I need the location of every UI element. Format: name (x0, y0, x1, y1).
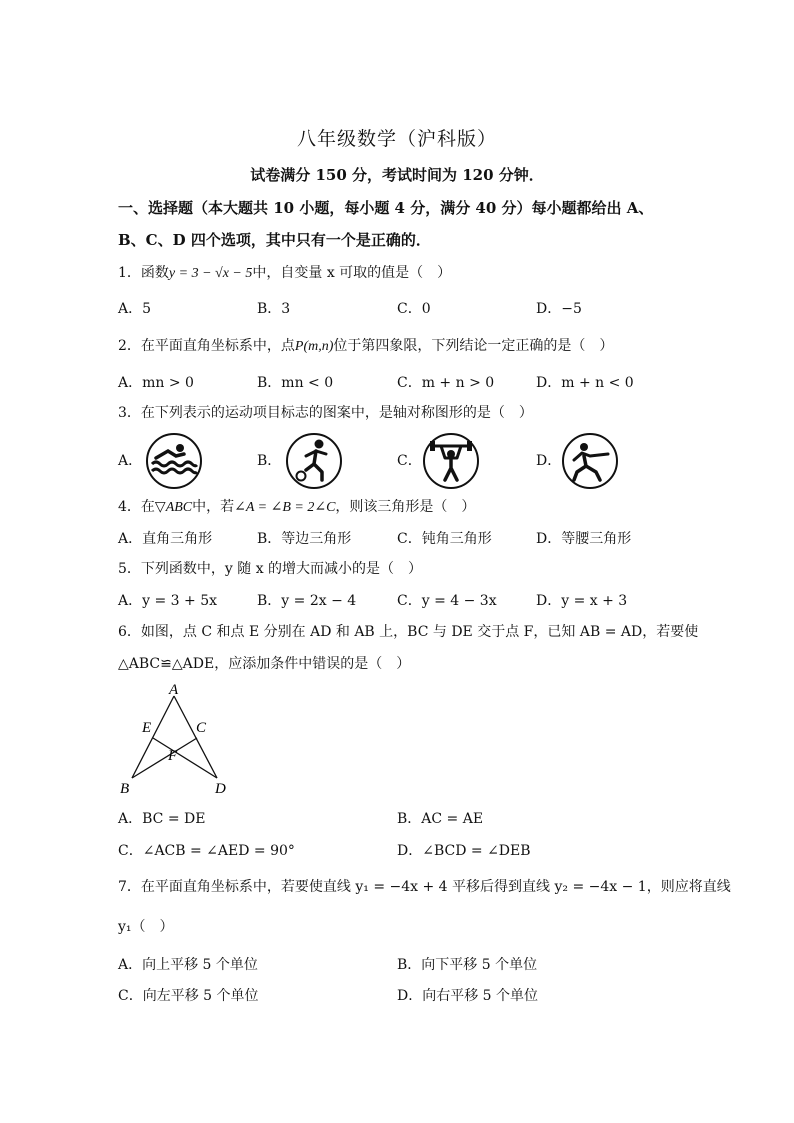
q2-option-b[interactable]: B．mn < 0 (257, 375, 334, 391)
q2-option-d[interactable]: D．m + n < 0 (536, 375, 634, 391)
question-5-stem: 5．下列函数中，y 随 x 的增大而减小的是（ ） (118, 561, 423, 577)
q7-option-b[interactable]: B．向下平移 5 个单位 (397, 957, 538, 973)
question-6-stem-line-2: △ABC≌△ADE，应添加条件中错误的是（ ） (118, 656, 411, 672)
question-4-stem-pre: 4．在 (118, 499, 155, 515)
q5-option-d[interactable]: D．y = x + 3 (536, 593, 628, 609)
q7-option-d[interactable]: D．向右平移 5 个单位 (397, 988, 539, 1004)
q3-option-d[interactable]: D． (536, 453, 562, 469)
fencing-icon (560, 432, 620, 490)
question-4-stem-mid: 中，若 (192, 499, 235, 515)
section-heading-line-2: B、C、D 四个选项，其中只有一个是正确的． (118, 231, 431, 249)
question-7-stem-line-2: y₁（ ） (118, 919, 174, 935)
segment-ad (174, 696, 217, 778)
q1-option-d[interactable]: D．−5 (536, 301, 582, 317)
question-2-stem-post: 位于第四象限，下列结论一定正确的是（ ） (333, 338, 614, 354)
question-6-figure (112, 680, 242, 800)
q7-option-a[interactable]: A．向上平移 5 个单位 (118, 957, 258, 973)
q4-option-a[interactable]: A．直角三角形 (118, 531, 213, 547)
q1-option-c[interactable]: C．0 (397, 301, 431, 317)
question-2-stem-pre: 2．在平面直角坐标系中，点 (118, 338, 295, 354)
question-7-stem-line-1: 7．在平面直角坐标系中，若要使直线 y₁ = −4x + 4 平移后得到直线 y₂ = −4x − 1，则应将直线 (118, 879, 731, 895)
question-2-stem (118, 336, 688, 357)
question-1-stem-pre: 1．函数 (118, 265, 169, 281)
q3-option-b[interactable]: B． (257, 453, 282, 469)
page-title: 八年级数学（沪科版） (296, 128, 497, 150)
label-f: F (168, 748, 178, 764)
label-d: D (215, 781, 226, 797)
q4-option-d[interactable]: D．等腰三角形 (536, 531, 632, 547)
label-a: A (169, 682, 179, 698)
label-b: B (120, 781, 130, 797)
label-e: E (142, 720, 152, 736)
q4-option-c[interactable]: C．钝角三角形 (397, 531, 492, 547)
q7-option-c[interactable]: C．向左平移 5 个单位 (118, 988, 259, 1004)
q1-option-a[interactable]: A．5 (118, 301, 152, 317)
q2-option-a[interactable]: A．mn > 0 (118, 375, 194, 391)
weightlifting-icon (421, 432, 481, 490)
q4-option-b[interactable]: B．等边三角形 (257, 531, 352, 547)
q6-option-d[interactable]: D．∠BCD = ∠DEB (397, 843, 531, 859)
question-4-triangle: ▽ABC (154, 500, 193, 515)
exam-subtitle: 试卷满分 150 分，考试时间为 120 分钟． (250, 166, 544, 184)
q6-option-b[interactable]: B．AC = AE (397, 811, 484, 827)
q5-option-a[interactable]: A．y = 3 + 5x (118, 593, 217, 609)
question-4-stem (118, 497, 688, 518)
q1-option-b[interactable]: B．3 (257, 301, 291, 317)
question-1-formula: y = 3 − √x − 5 (168, 266, 253, 281)
q6-option-c[interactable]: C．∠ACB = ∠AED = 90° (118, 843, 295, 859)
question-4-condition: ∠A = ∠B = 2∠C (234, 500, 336, 515)
label-c: C (196, 720, 207, 736)
question-6-stem-line-1: 6．如图，点 C 和点 E 分别在 AD 和 AB 上，BC 与 DE 交于点 F，已知 AB = AD，若要使 (118, 624, 699, 640)
q5-option-b[interactable]: B．y = 2x − 4 (257, 593, 357, 609)
question-3-stem: 3．在下列表示的运动项目标志的图案中，是轴对称图形的是（ ） (118, 405, 533, 421)
soccer-icon (284, 432, 344, 490)
q2-option-c[interactable]: C．m + n > 0 (397, 375, 495, 391)
q5-option-c[interactable]: C．y = 4 − 3x (397, 593, 497, 609)
question-4-stem-post: ，则该三角形是（ ） (335, 499, 476, 515)
section-heading-line-1: 一、选择题（本大题共 10 小题，每小题 4 分，满分 40 分）每小题都给出 A、 (118, 199, 654, 217)
question-1-stem-post: 中，自变量 x 可取的值是（ ） (252, 265, 452, 281)
question-1-stem (118, 263, 688, 284)
question-2-point: P(m,n) (294, 339, 334, 354)
q6-option-a[interactable]: A．BC = DE (118, 811, 206, 827)
q3-option-a[interactable]: A． (118, 453, 143, 469)
segment-de (153, 738, 217, 778)
swimming-icon (144, 432, 204, 490)
q3-option-c[interactable]: C． (397, 453, 422, 469)
